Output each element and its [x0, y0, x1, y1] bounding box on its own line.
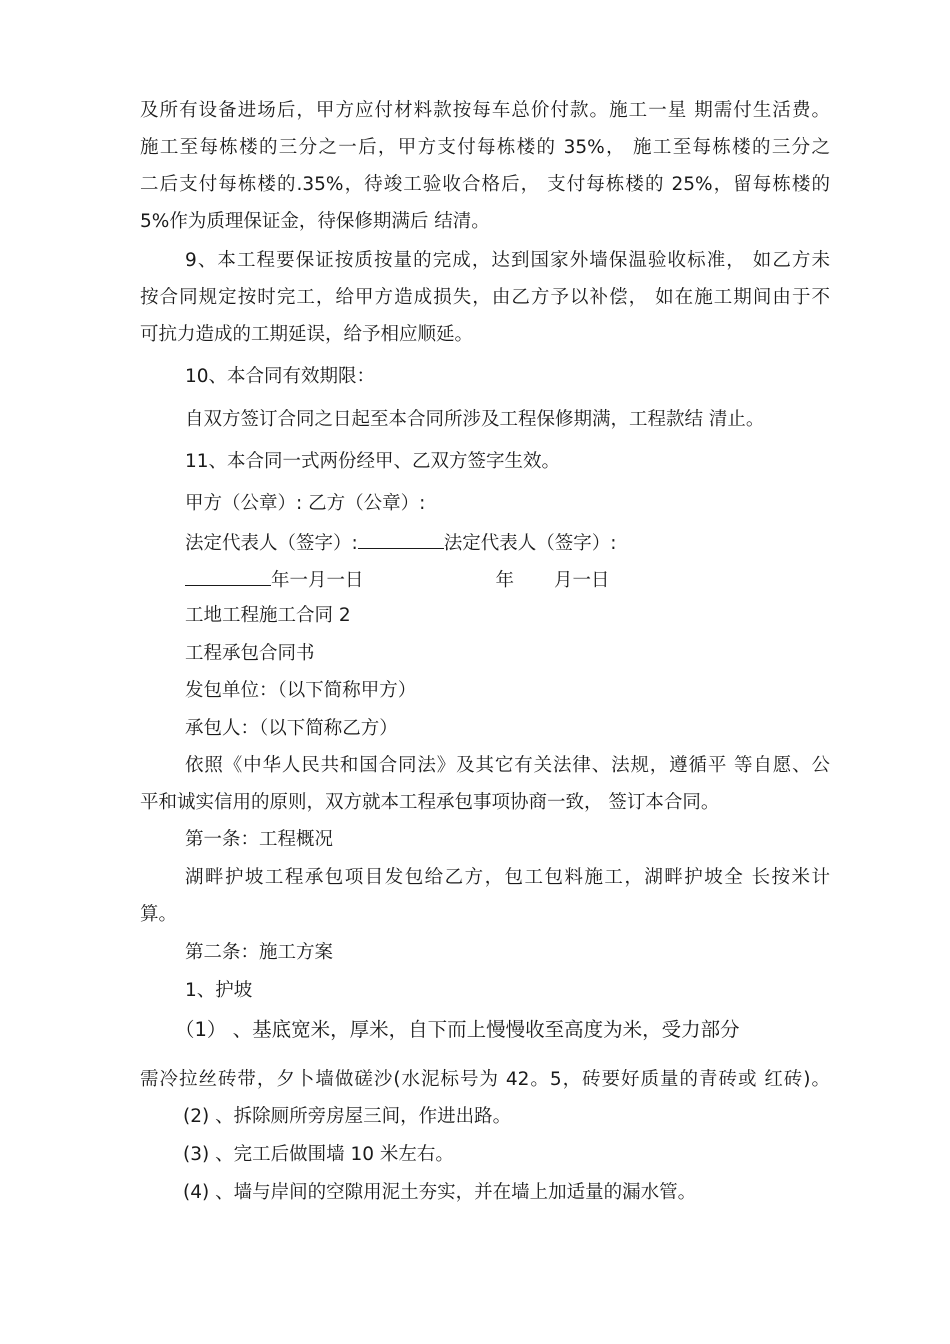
item-1-heading: 1、护坡: [185, 980, 253, 1001]
party-seal-line: 甲方（公章）: 乙方（公章）:: [185, 493, 426, 514]
party-a-representative-label: 法定代表人（签字）:: [185, 533, 358, 554]
clause-11-line: 11、本合同一式两份经甲、乙双方签字生效。: [185, 451, 561, 472]
item-4-line: (4) 、墙与岸间的空隙用泥土夯实，并在墙上加适量的漏水管。: [183, 1182, 697, 1203]
preamble-line: 平和诚实信用的原则，双方就本工程承包事项协商一致， 签订本合同。: [140, 792, 720, 813]
paragraph-line: 二后支付每栋楼的.35%，待竣工验收合格后， 支付每栋楼的 25%，留每栋楼的: [140, 174, 830, 195]
clause-9-line: 9、本工程要保证按质按量的完成，达到国家外墙保温验收标准， 如乙方未: [185, 250, 830, 271]
paragraph-line: 5%作为质理保证金，待保修期满后 结清。: [140, 211, 490, 232]
party-b-representative-label: 法定代表人（签字）:: [443, 533, 617, 554]
contract-title: 工程承包合同书: [185, 643, 315, 664]
paragraph-line: 可抗力造成的工期延误，给予相应顺延。: [140, 324, 474, 345]
legal-representative-row: [185, 530, 616, 556]
signature-blank: [358, 530, 444, 549]
paragraph-line: 施工至每栋楼的三分之一后，甲方支付每栋楼的 35%， 施工至每栋楼的三分之: [140, 137, 830, 158]
item-1-1-line: 需冷拉丝砖带，夕卜墙做磋沙(水泥标号为 42。5，砖要好质量的青砖或 红砖)。: [140, 1069, 830, 1090]
article-2-heading: 第二条：施工方案: [185, 942, 334, 963]
section-title: 工地工程施工合同 2: [185, 605, 351, 626]
date-blank: [185, 567, 271, 586]
article-1-heading: 第一条：工程概况: [185, 829, 334, 850]
preamble-line: 依照《中华人民共和国合同法》及其它有关法律、法规，遵循平 等自愿、公: [185, 755, 830, 776]
item-3-line: (3) 、完工后做围墙 10 米左右。: [183, 1144, 454, 1165]
item-1-1-line: （1） 、基底宽米，厚米，自下而上慢慢收至高度为米，受力部分: [175, 1018, 740, 1041]
date-row: [185, 567, 610, 593]
paragraph-line: 按合同规定按时完工，给甲方造成损失，由乙方予以补偿， 如在施工期间由于不: [140, 287, 830, 308]
article-1-line: 湖畔护坡工程承包项目发包给乙方，包工包料施工，湖畔护坡全 长按米计: [185, 867, 830, 888]
date-year-party-b: 年: [495, 570, 515, 591]
date-party-a: 年一月一日: [271, 570, 364, 591]
employer-line: 发包单位：（以下简称甲方）: [185, 680, 417, 701]
item-2-line: (2) 、拆除厕所旁房屋三间，作进出路。: [183, 1106, 512, 1127]
clause-10-heading: 10、本合同有效期限：: [185, 366, 376, 387]
contractor-line: 承包人：（以下简称乙方）: [185, 718, 398, 739]
paragraph-line: 自双方签订合同之日起至本合同所涉及工程保修期满，工程款结 清止。: [185, 409, 765, 430]
date-month-day-party-b: 月一日: [554, 570, 610, 591]
paragraph-line: 及所有设备进场后，甲方应付材料款按每车总价付款。施工一星 期需付生活费。: [140, 100, 830, 121]
article-1-line: 算。: [140, 904, 178, 925]
